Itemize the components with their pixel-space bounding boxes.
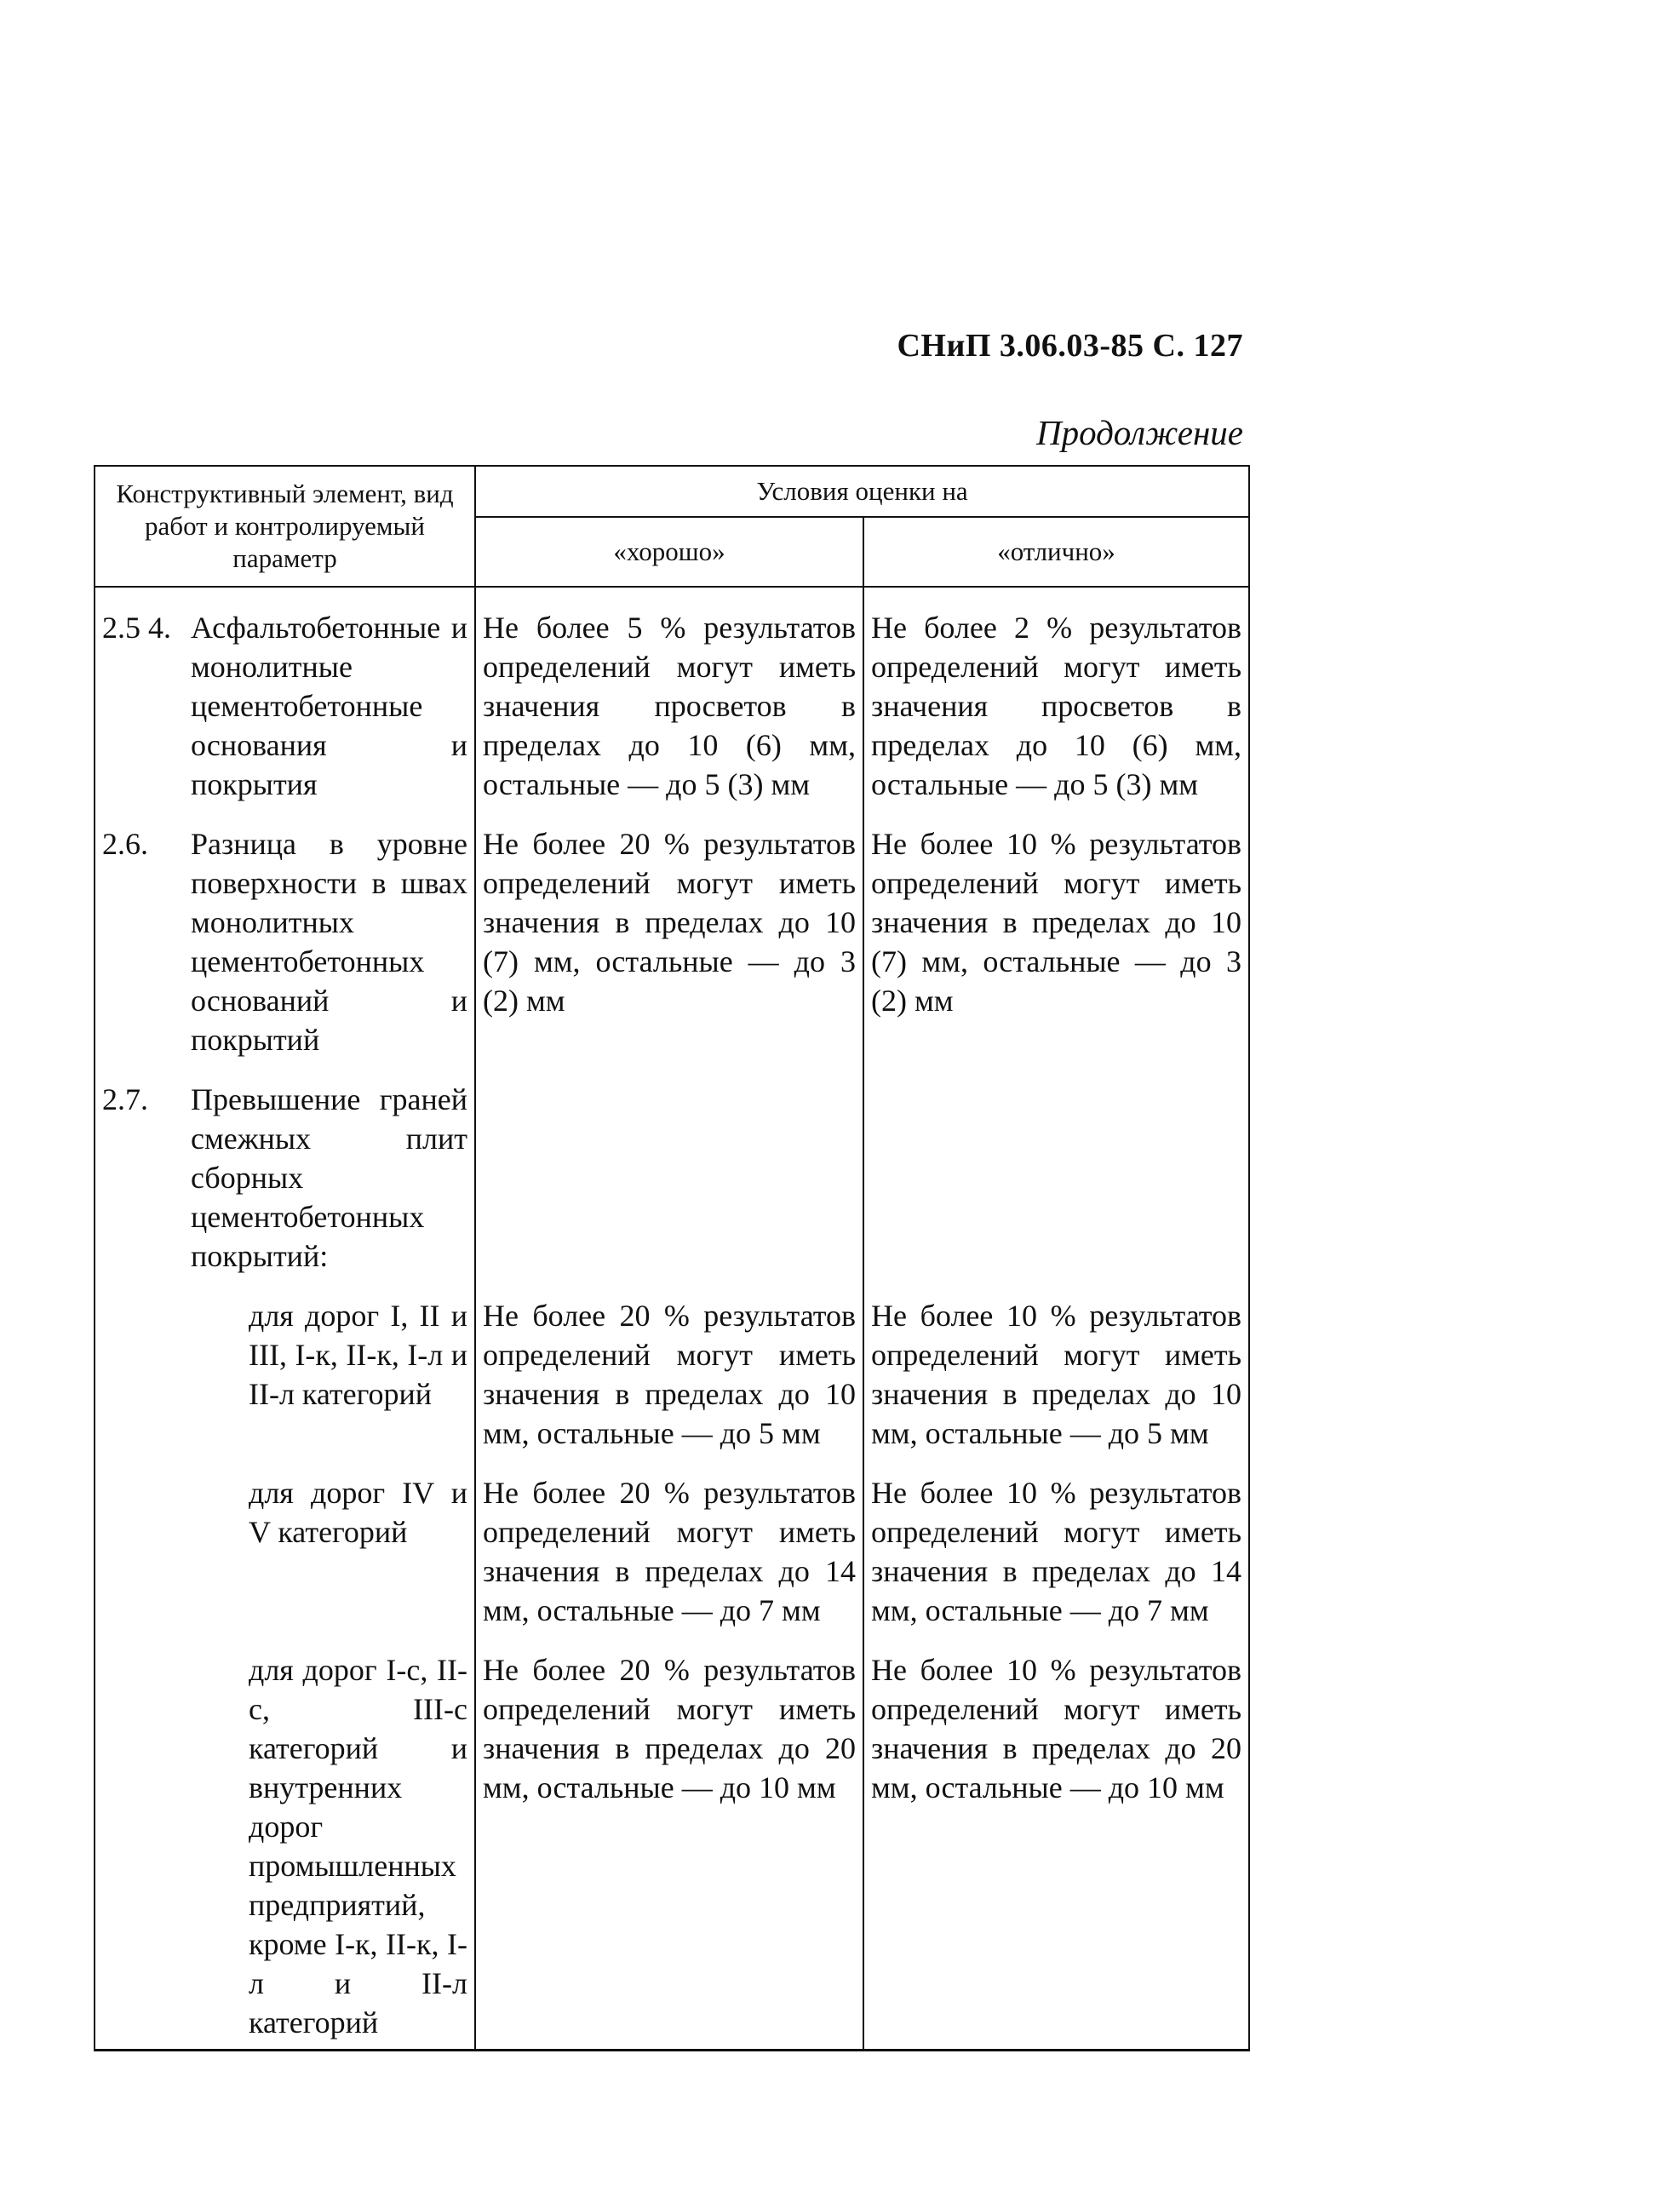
param-cell bbox=[95, 804, 475, 1059]
table-row bbox=[95, 1453, 1249, 1630]
document-reference: СНиП 3.06.03-85 С. 127 bbox=[897, 328, 1243, 364]
table-row bbox=[95, 587, 1249, 804]
item-number: 2.6. bbox=[102, 827, 148, 861]
excellent-cell: Не более 10 % результатов определений могут иметь значения в пределах до 10 (7) мм, остальные — до 3 (2) мм bbox=[863, 804, 1249, 1059]
excellent-cell: Не более 10 % результатов определений могут иметь значения в пределах до 10 мм, остальные — до 5 мм bbox=[863, 1276, 1249, 1453]
sub-item-text: для дорог I, II и III, I-к, II-к, I-л и II-л категорий bbox=[249, 1299, 467, 1411]
param-cell bbox=[95, 1276, 475, 1453]
sub-item-text: для дорог IV и V категорий bbox=[249, 1476, 467, 1549]
item-text: Разница в уровне поверхности в швах монолитных цементобетонных оснований и покрытий bbox=[191, 827, 467, 1057]
param-cell bbox=[95, 1453, 475, 1630]
continuation-label: Продолжение bbox=[1036, 413, 1243, 452]
excellent-cell: Не более 10 % результатов определений могут иметь значения в пределах до 20 мм, остальные — до 10 мм bbox=[863, 1630, 1249, 2051]
good-cell: Не более 20 % результатов определений могут иметь значения в пределах до 10 (7) мм, остальные — до 3 (2) мм bbox=[475, 804, 863, 1059]
header-conditions: Условия оценки на bbox=[475, 466, 1249, 517]
param-cell bbox=[95, 587, 475, 804]
item-number: 2.5 4. bbox=[102, 611, 171, 645]
header-excellent: «отлично» bbox=[863, 517, 1249, 587]
sub-item-text: для дорог I-с, II-с, III-с категорий и внутренних дорог промышленных предприятий, кроме I-к, II-к, I-л и II-л категорий bbox=[249, 1653, 467, 2039]
table-row bbox=[95, 1276, 1249, 1453]
good-cell bbox=[475, 1059, 863, 1276]
good-cell: Не более 20 % результатов определений могут иметь значения в пределах до 14 мм, остальные — до 7 мм bbox=[475, 1453, 863, 1630]
item-number: 2.7. bbox=[102, 1082, 148, 1116]
excellent-cell: Не более 2 % результатов определений могут иметь значения просветов в пределах до 10 (6) мм, остальные — до 5 (3) мм bbox=[863, 587, 1249, 804]
item-text: Превышение граней смежных плит сборных цементобетонных покрытий: bbox=[191, 1082, 467, 1273]
table-row bbox=[95, 804, 1249, 1059]
good-cell: Не более 5 % результатов определений могут иметь значения просветов в пределах до 10 (6) мм, остальные — до 5 (3) мм bbox=[475, 587, 863, 804]
table-row bbox=[95, 1630, 1249, 2051]
excellent-cell bbox=[863, 1059, 1249, 1276]
header-good: «хорошо» bbox=[475, 517, 863, 587]
param-cell bbox=[95, 1059, 475, 1276]
item-text: Асфальтобетонные и монолитные цементобетонные основания и покрытия bbox=[191, 611, 467, 801]
good-cell: Не более 20 % результатов определений могут иметь значения в пределах до 10 мм, остальные — до 5 мм bbox=[475, 1276, 863, 1453]
param-cell bbox=[95, 1630, 475, 2051]
table-row bbox=[95, 1059, 1249, 1276]
header-param: Конструктивный элемент, вид работ и контролируемый параметр bbox=[95, 466, 475, 587]
norms-table bbox=[94, 465, 1250, 2051]
good-cell: Не более 20 % результатов определений могут иметь значения в пределах до 20 мм, остальные — до 10 мм bbox=[475, 1630, 863, 2051]
excellent-cell: Не более 10 % результатов определений могут иметь значения в пределах до 14 мм, остальные — до 7 мм bbox=[863, 1453, 1249, 1630]
